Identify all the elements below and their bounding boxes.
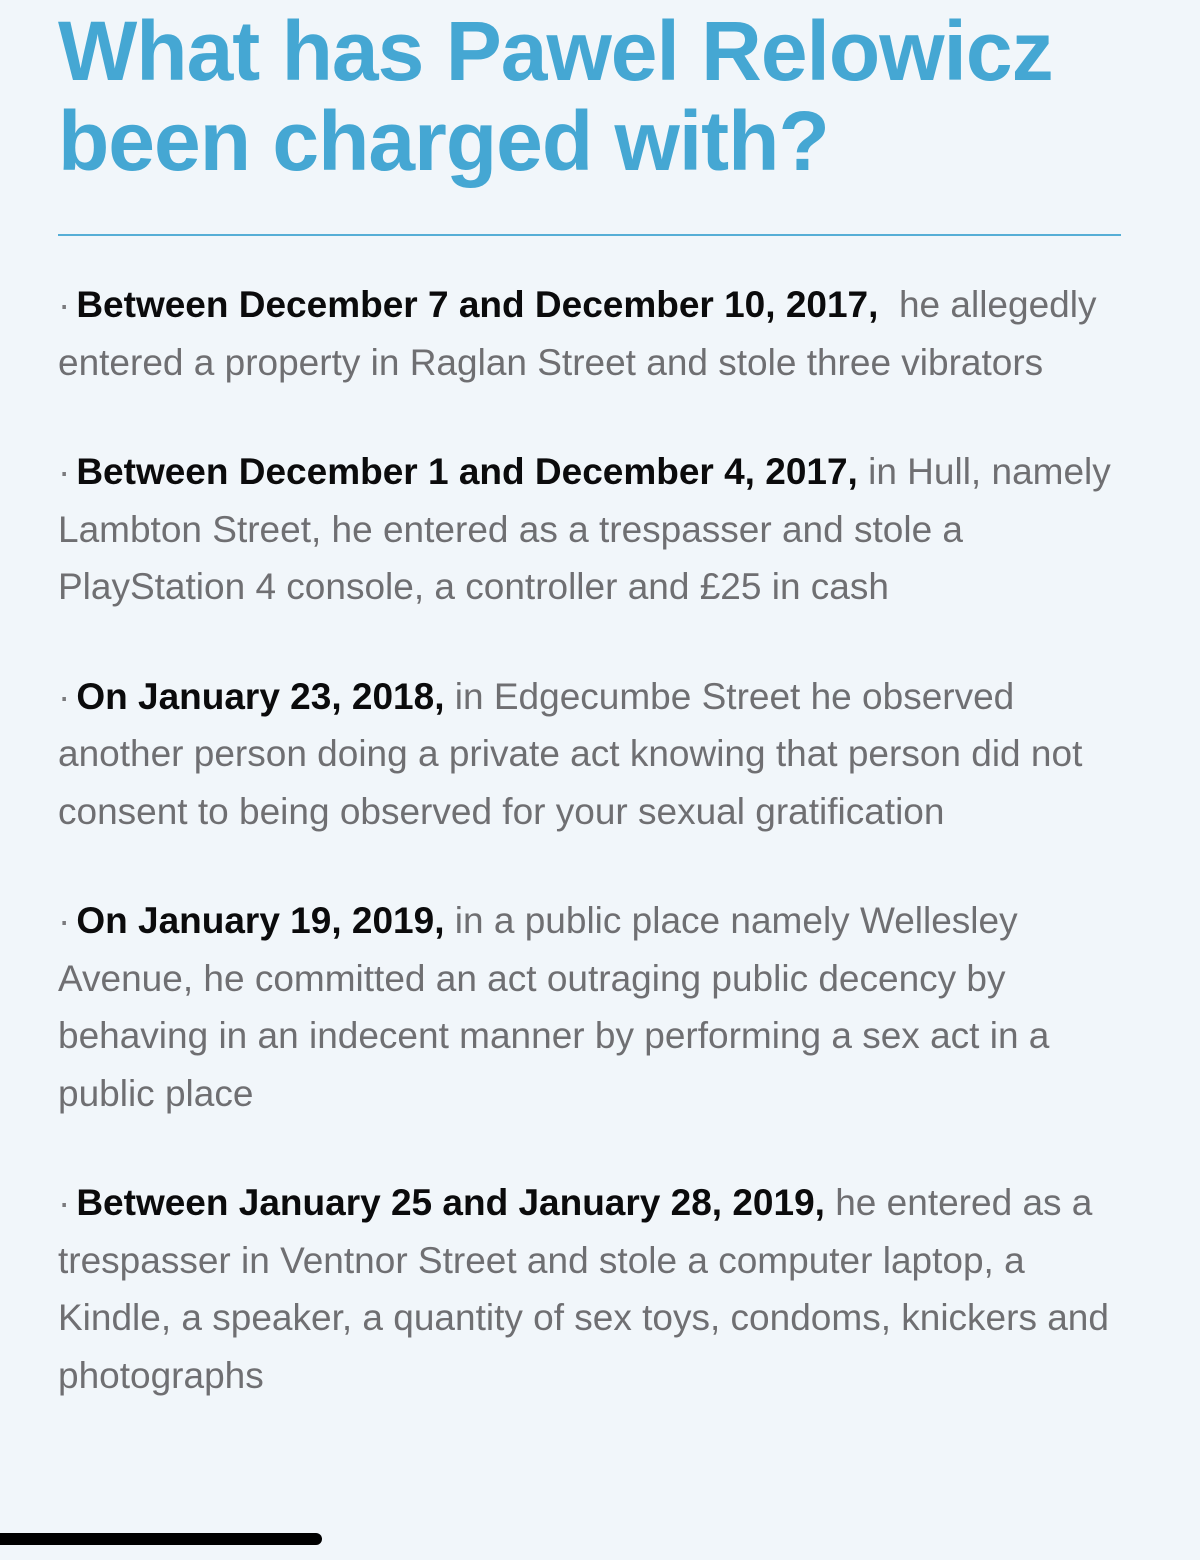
- charge-date: Between December 1 and December 4, 2017,: [76, 451, 858, 492]
- charge-date: Between January 25 and January 28, 2019,: [76, 1182, 825, 1223]
- charge-date: On January 23, 2018,: [76, 675, 445, 717]
- home-indicator-bar[interactable]: [0, 1533, 322, 1545]
- bullet-dot: ·: [58, 284, 71, 325]
- charge-item: [58, 892, 1120, 1122]
- charge-item: [58, 443, 1120, 616]
- article-headline: What has Pawel Relowicz been charged with?: [58, 4, 1053, 188]
- charges-list: [58, 276, 1120, 1404]
- charge-description: he entered as a trespasser in Ventnor Street and stole a computer laptop, a Kindle, a speaker, a quantity of sex toys, condoms, knickers and photographs: [58, 1182, 1109, 1396]
- charge-description: in Edgecumbe Street he observed another person doing a private act knowing that person did not consent to being observed for your sexual gratification: [58, 675, 1083, 832]
- bullet-dot: ·: [58, 675, 71, 717]
- charge-description: in a public place namely Wellesley Avenue, he committed an act outraging public decency by behaving in an indecent manner by performing a sex act in a public place: [58, 900, 1050, 1114]
- bullet-dot: ·: [58, 1182, 71, 1223]
- headline-divider: [58, 234, 1121, 236]
- charge-date: Between December 7 and December 10, 2017,: [76, 284, 879, 325]
- charge-date: On January 19, 2019,: [76, 900, 445, 941]
- charge-description: in Hull, namely Lambton Street, he entered as a trespasser and stole a PlayStation 4 console, a controller and £25 in cash: [58, 451, 1111, 607]
- bullet-dot: ·: [58, 451, 71, 492]
- bullet-dot: ·: [58, 900, 71, 941]
- charge-description: he allegedly entered a property in Raglan Street and stole three vibrators: [58, 284, 1097, 383]
- charge-item: [58, 276, 1120, 391]
- charge-item: [58, 668, 1120, 841]
- charge-item: [58, 1174, 1120, 1404]
